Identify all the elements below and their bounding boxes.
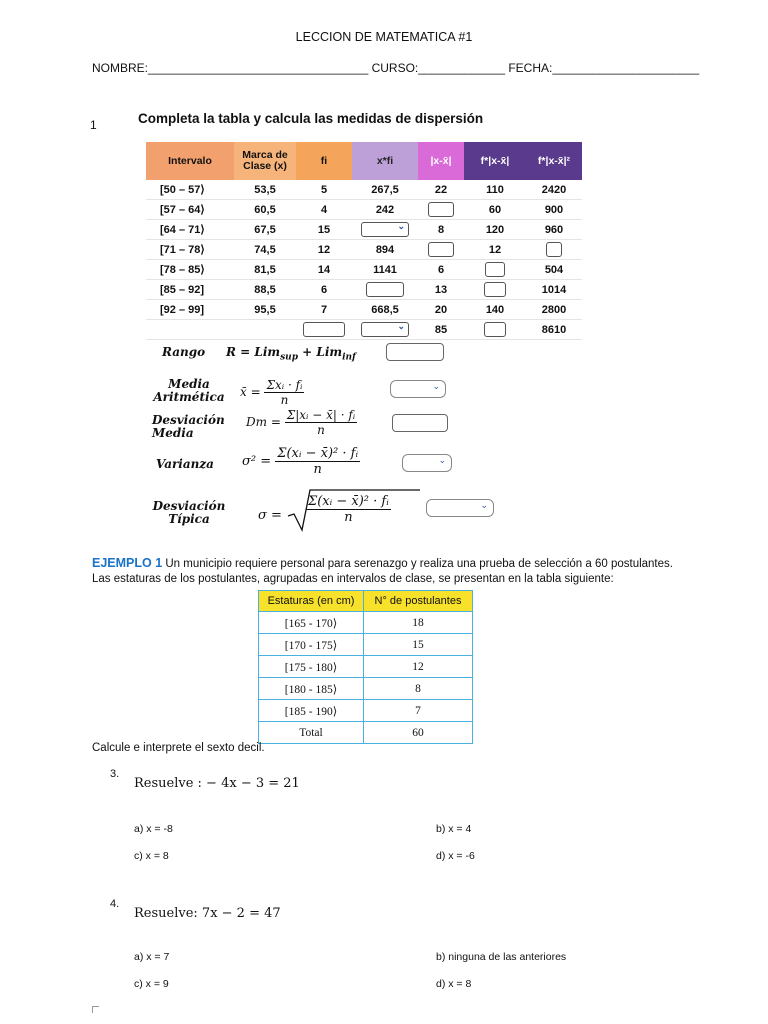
question-4-prompt: Resuelve: 7x − 2 = 47: [134, 906, 281, 921]
table-row: [259, 700, 473, 722]
table-cell: [57 – 64⟩: [146, 200, 234, 220]
table-cell: 67,5: [234, 220, 296, 240]
answer-dropdown[interactable]: [361, 222, 409, 237]
question-4-number: 4.: [110, 898, 120, 910]
col-header-marca-clase: Marca de Clase (x): [234, 142, 296, 180]
varianza-answer-dropdown[interactable]: [402, 454, 452, 472]
desviacion-tipica-label: Desviación Típica: [152, 499, 226, 526]
table-cell: 15: [296, 220, 352, 240]
sigma-lhs: σ =: [258, 508, 282, 523]
media-label: Media Aritmética: [153, 377, 225, 404]
question-3-option-b[interactable]: b) x = 4: [436, 823, 472, 835]
page-title: LECCION DE MATEMATICA #1: [295, 30, 473, 44]
table-cell: Total: [259, 722, 364, 744]
table-cell: [165 - 170⟩: [259, 612, 364, 634]
table-cell: 85: [418, 320, 464, 340]
col-header-estaturas: Estaturas (en cm): [259, 591, 364, 612]
table-cell: 1014: [526, 280, 582, 300]
table-row: [146, 180, 582, 200]
table-cell: 18: [364, 612, 473, 634]
table-cell: 74,5: [234, 240, 296, 260]
table-cell: 242: [352, 200, 418, 220]
ejemplo-question: Calcule e interprete el sexto decil.: [92, 742, 265, 754]
table-cell: 140: [464, 300, 526, 320]
table-cell: 88,5: [234, 280, 296, 300]
answer-input-box[interactable]: [484, 282, 506, 297]
question-4-option-d[interactable]: d) x = 8: [436, 978, 472, 990]
rango-formula: R = Lim$_{sup}$ + Lim$_{inf}$: [226, 345, 356, 363]
question-1-title: Completa la tabla y calcula las medidas de dispersión: [138, 111, 484, 126]
table-cell: 95,5: [234, 300, 296, 320]
table-cell: 14: [296, 260, 352, 280]
total-fi-input-box[interactable]: [303, 322, 345, 337]
table-cell: 110: [464, 180, 526, 200]
table-cell: [185 - 190⟩: [259, 700, 364, 722]
table-cell: 8: [364, 678, 473, 700]
answer-cell: [352, 220, 418, 240]
table-cell: 8610: [526, 320, 582, 340]
table-cell: 81,5: [234, 260, 296, 280]
table-cell: 5: [296, 180, 352, 200]
table-cell: 53,5: [234, 180, 296, 200]
table-cell: 504: [526, 260, 582, 280]
answer-cell: [464, 280, 526, 300]
table-row: [146, 220, 582, 240]
answer-cell: [526, 240, 582, 260]
table-cell: 1141: [352, 260, 418, 280]
table-cell: 22: [418, 180, 464, 200]
table-cell: [50 – 57⟩: [146, 180, 234, 200]
table-cell: 12: [296, 240, 352, 260]
answer-cell: [296, 320, 352, 340]
table-cell: 15: [364, 634, 473, 656]
question-4-option-b[interactable]: b) ninguna de las anteriores: [436, 951, 567, 963]
answer-cell: [418, 200, 464, 220]
answer-cell: [464, 260, 526, 280]
table-row: [146, 300, 582, 320]
table-cell: [180 - 185⟩: [259, 678, 364, 700]
table-row: [146, 240, 582, 260]
answer-cell: [464, 320, 526, 340]
col-header-postulantes: N° de postulantes: [364, 591, 473, 612]
table-cell: 267,5: [352, 180, 418, 200]
student-info-line: NOMBRE:_________________________________ CURSO:_____________ FECHA:______________________: [92, 61, 700, 75]
rango-label: Rango: [162, 345, 206, 359]
table-cell: 7: [296, 300, 352, 320]
col-header-fi: fi: [296, 142, 352, 180]
table-cell: 60,5: [234, 200, 296, 220]
table-cell: 7: [364, 700, 473, 722]
media-answer-dropdown[interactable]: [390, 380, 446, 398]
answer-cell: [418, 240, 464, 260]
question-3-option-c[interactable]: c) x = 8: [134, 850, 169, 862]
answer-input-box[interactable]: [546, 242, 562, 257]
ejemplo-paragraph: [92, 556, 692, 587]
answer-input-box[interactable]: [428, 202, 454, 217]
chevron-down-icon: ⌄: [432, 381, 440, 391]
answer-cell: [352, 280, 418, 300]
ejemplo-label: EJEMPLO 1: [92, 556, 163, 570]
table-row: [146, 260, 582, 280]
chevron-down-icon: ⌄: [397, 321, 405, 331]
table-cell: 12: [364, 656, 473, 678]
table-row: [146, 280, 582, 300]
table-cell: 120: [464, 220, 526, 240]
estaturas-table: [258, 590, 473, 744]
answer-input-box[interactable]: [428, 242, 454, 257]
question-3-option-a[interactable]: a) x = -8: [134, 823, 173, 835]
table-cell: 4: [296, 200, 352, 220]
desviacion-tipica-formula: $\frac{\text{Σ(xᵢ − x̄)² · fᵢ}}{n}$: [308, 494, 389, 525]
chevron-down-icon: ⌄: [438, 455, 446, 465]
table-cell: 6: [418, 260, 464, 280]
table-cell: 900: [526, 200, 582, 220]
chevron-down-icon: ⌄: [397, 221, 405, 231]
table-cell: [175 - 180⟩: [259, 656, 364, 678]
table-cell: 12: [464, 240, 526, 260]
table-cell: 2800: [526, 300, 582, 320]
desviacion-media-formula: Dm = $\frac{\text{Σ|xᵢ − x̄| · fᵢ}}{n}$: [246, 408, 356, 437]
varianza-formula: σ² = $\frac{\text{Σ(xᵢ − x̄)² · fᵢ}}{n}$: [242, 446, 359, 477]
rango-answer-box[interactable]: [386, 343, 444, 361]
answer-input-box[interactable]: [484, 322, 506, 337]
desviacion-tipica-answer-dropdown[interactable]: [426, 499, 494, 517]
table-cell: [85 – 92]: [146, 280, 234, 300]
answer-cell: [352, 320, 418, 340]
question-4-option-c[interactable]: c) x = 9: [134, 978, 169, 990]
table-cell: [71 – 78⟩: [146, 240, 234, 260]
table-cell: 8: [418, 220, 464, 240]
question-3-option-d[interactable]: d) x = -6: [436, 850, 475, 862]
desviacion-media-label: Desviación Media: [152, 413, 225, 440]
col-header-abs-dev: |x-x̄|: [418, 142, 464, 180]
answer-input-box[interactable]: [485, 262, 505, 277]
table-cell: 2420: [526, 180, 582, 200]
table-row: [259, 634, 473, 656]
media-formula: x̄ = $\frac{\text{Σxᵢ · fᵢ}}{n}$: [240, 378, 303, 407]
question-4-option-a[interactable]: a) x = 7: [134, 951, 170, 963]
table-row: [259, 722, 473, 744]
table-cell: 668,5: [352, 300, 418, 320]
table-cell: 60: [364, 722, 473, 744]
chevron-down-icon: ⌄: [480, 500, 488, 510]
table-cell: [170 - 175⟩: [259, 634, 364, 656]
answer-input-box[interactable]: [366, 282, 404, 297]
table-row: [259, 612, 473, 634]
ejemplo-text: Un municipio requiere personal para serenazgo y realiza una prueba de selección a 60 postulantes. Las estaturas de los postulantes, agrupadas en intervalos de clase, se presentan en la tabla siguiente:: [92, 558, 673, 585]
table-cell: 960: [526, 220, 582, 240]
page-corner-mark: [92, 1006, 99, 1013]
dispersion-table: [146, 142, 582, 340]
question-1-number: 1: [90, 118, 97, 132]
table-cell: [78 – 85⟩: [146, 260, 234, 280]
question-3-number: 3.: [110, 768, 120, 780]
table-row: [259, 656, 473, 678]
table-row: [146, 200, 582, 220]
col-header-f-abs-dev-sq: f*|x-x̄|²: [526, 142, 582, 180]
table-cell: 60: [464, 200, 526, 220]
question-3-prompt: Resuelve : − 4x − 3 = 21: [134, 776, 300, 791]
table-cell: [92 – 99]: [146, 300, 234, 320]
table-cell: 13: [418, 280, 464, 300]
table-cell: 20: [418, 300, 464, 320]
total-xfi-dropdown[interactable]: [361, 322, 409, 337]
col-header-xfi: x*fi: [352, 142, 418, 180]
table-row: [259, 678, 473, 700]
totals-row: [146, 320, 582, 340]
col-header-intervalo: Intervalo: [146, 142, 234, 180]
desviacion-media-answer-box[interactable]: [392, 414, 448, 432]
varianza-label: Varianza: [156, 457, 214, 471]
col-header-f-abs-dev: f*|x-x̄|: [464, 142, 526, 180]
table-cell: [64 – 71⟩: [146, 220, 234, 240]
table-cell: 894: [352, 240, 418, 260]
table-cell: 6: [296, 280, 352, 300]
